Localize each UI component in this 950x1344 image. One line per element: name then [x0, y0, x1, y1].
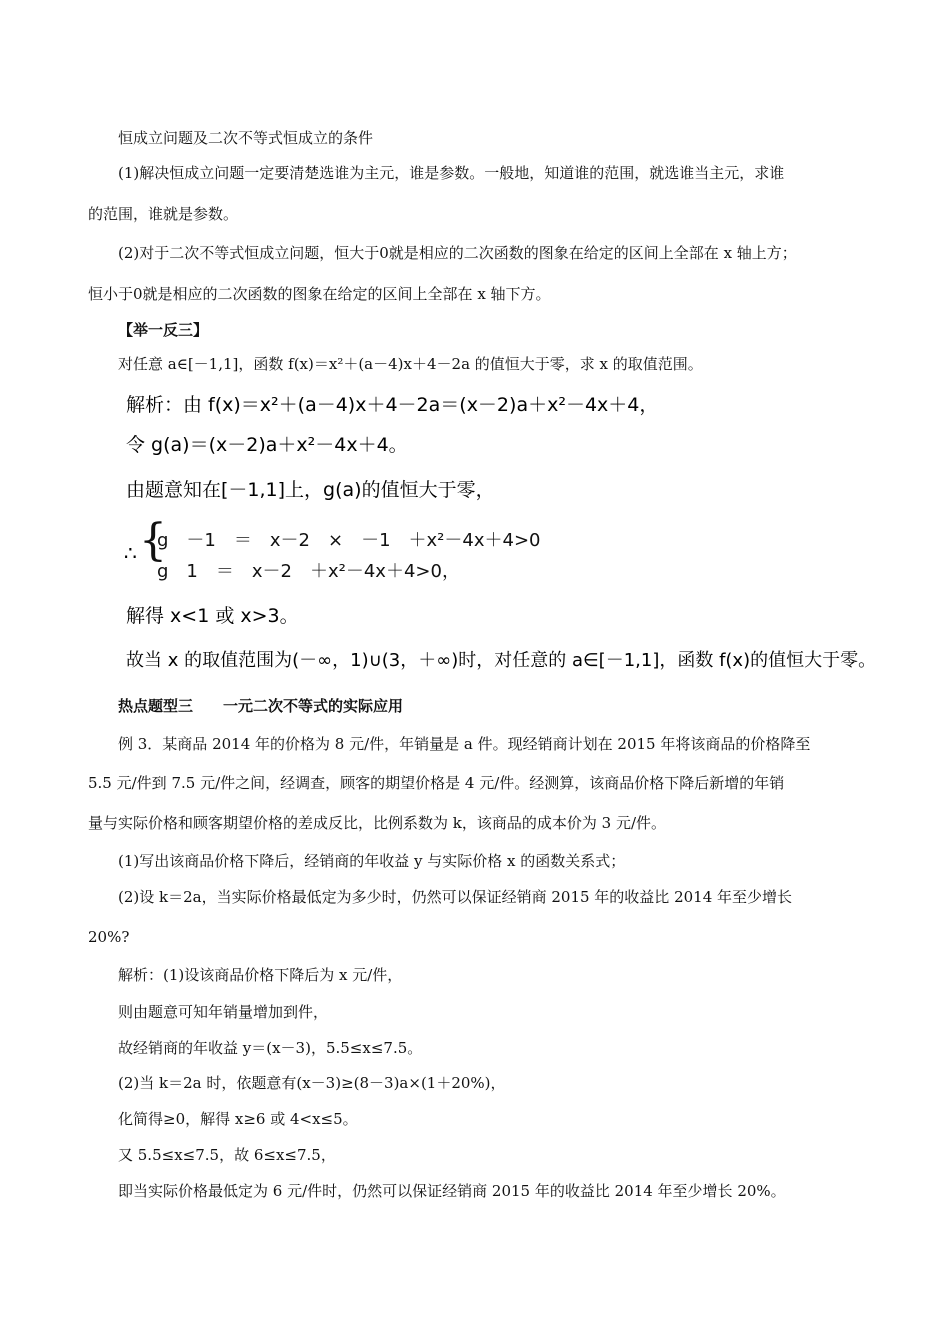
solution-line: 令 g(a)＝(x－2)a＋x²－4x＋4。	[126, 434, 408, 456]
section-title: 热点题型三 一元二次不等式的实际应用	[118, 697, 404, 715]
paragraph-line: (1)解决恒成立问题一定要清楚选谁为主元，谁是参数。一般地，知道谁的范围，就选谁当主元，求谁	[118, 164, 785, 182]
paragraph-line: 的范围，谁就是参数。	[88, 205, 239, 223]
paragraph-line: 恒小于0就是相应的二次函数的图象在给定的区间上全部在 x 轴下方。	[88, 285, 551, 303]
system-brace: {	[139, 515, 167, 566]
section-title: 恒成立问题及二次不等式恒成立的条件	[118, 129, 374, 147]
solution-line: 解得 x<1 或 x>3。	[126, 605, 299, 627]
paragraph-line: (2)设 k＝2a，当实际价格最低定为多少时，仍然可以保证经销商 2015 年的收益比 2014 年至少增长	[118, 888, 793, 906]
answer-line: 则由题意可知年销量增加到件，	[118, 1003, 329, 1021]
paragraph-line: 量与实际价格和顾客期望价格的差成反比，比例系数为 k，该商品的成本价为 3 元/件。	[88, 814, 666, 832]
answer-line: 又 5.5≤x≤7.5，故 6≤x≤7.5，	[118, 1146, 336, 1164]
system-line: g －1 ＝ x－2 × －1 ＋x²－4x＋4>0	[157, 530, 541, 551]
solution-line: 解析：由 f(x)＝x²＋(a－4)x＋4－2a＝(x－2)a＋x²－4x＋4，	[126, 394, 659, 416]
system-line: g 1 ＝ x－2 ＋x²－4x＋4>0，	[157, 561, 460, 582]
therefore-symbol: ∴	[124, 541, 137, 565]
solution-line: 故当 x 的取值范围为(－∞，1)∪(3，＋∞)时，对任意的 a∈[－1,1]，函数 f(x)的值恒大于零。	[126, 650, 877, 671]
paragraph-line: 5.5 元/件到 7.5 元/件之间，经调查，顾客的期望价格是 4 元/件。经测算，该商品价格下降后新增的年销	[88, 774, 785, 792]
paragraph-line: (2)对于二次不等式恒成立问题，恒大于0就是相应的二次函数的图象在给定的区间上全部在 x 轴上方；	[118, 244, 797, 262]
example-question: 对任意 a∈[－1,1]，函数 f(x)＝x²＋(a－4)x＋4－2a 的值恒大于零，求 x 的取值范围。	[118, 355, 703, 373]
paragraph-line: 例 3．某商品 2014 年的价格为 8 元/件，年销量是 a 件。现经销商计划在 2015 年将该商品的价格降至	[118, 735, 811, 753]
solution-line: 由题意知在[－1,1]上，g(a)的值恒大于零，	[126, 479, 495, 501]
example-heading: 【举一反三】	[118, 321, 209, 339]
answer-line: (2)当 k＝2a 时，依题意有(x－3)≥(8－3)a×(1＋20%)，	[118, 1074, 506, 1092]
answer-line: 解析：(1)设该商品价格下降后为 x 元/件，	[118, 966, 403, 984]
answer-line: 即当实际价格最低定为 6 元/件时，仍然可以保证经销商 2015 年的收益比 2014 年至少增长 20%。	[118, 1182, 786, 1200]
paragraph-line: 20%?	[88, 928, 130, 946]
answer-line: 故经销商的年收益 y＝(x－3)，5.5≤x≤7.5。	[118, 1039, 423, 1057]
answer-line: 化简得≥0，解得 x≥6 或 4<x≤5。	[118, 1110, 358, 1128]
paragraph-line: (1)写出该商品价格下降后，经销商的年收益 y 与实际价格 x 的函数关系式；	[118, 852, 626, 870]
